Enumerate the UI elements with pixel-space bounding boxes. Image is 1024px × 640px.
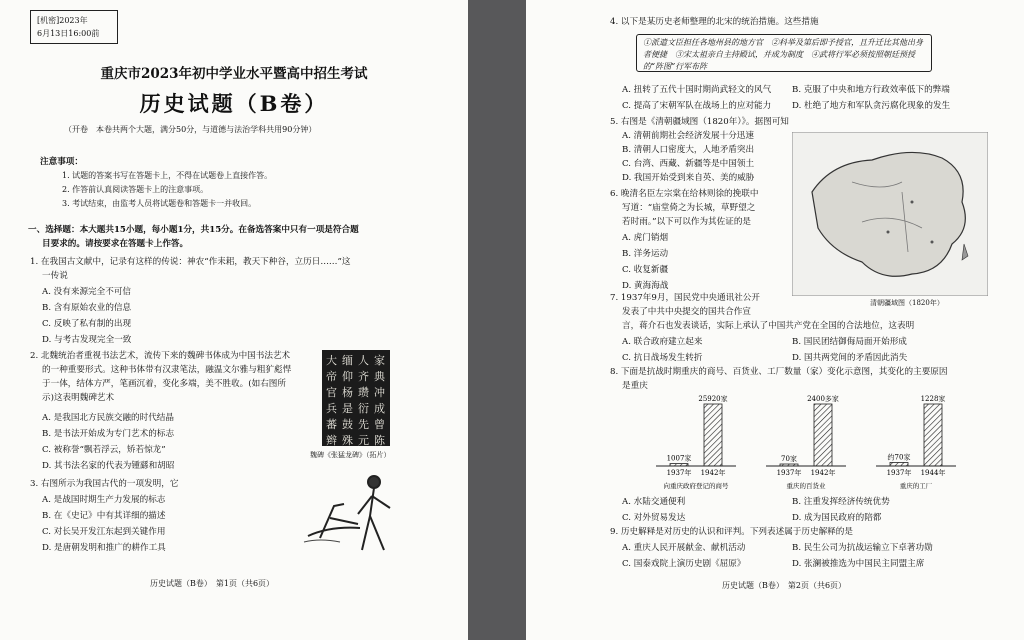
q4-measures-box: ①派遣文臣担任各地州县的地方官 ②科举及第后即予授官，且升迁比其他出身者便捷 ③宋太祖亲自主持殿试，并成为制度 ④武将行军必须按照朝廷预授的“阵图”行军布阵 xyxy=(636,34,932,72)
chart-bar xyxy=(780,464,798,466)
q6-stem: 若时雨。”以下可以作为其佐证的是 xyxy=(622,217,752,227)
stele-caption: 魏碑《张猛龙碑》（拓片） xyxy=(310,451,391,459)
confidential-box xyxy=(30,10,118,44)
q6-stem: 6. 晚清名臣左宗棠在给林则徐的挽联中 xyxy=(610,189,759,199)
exam-info: （开卷 本卷共两个大题，满分50分，与道德与法治学科共用90分钟） xyxy=(64,125,317,134)
q4-stem: 4. 以下是某历史老师整理的北宋的统治措施。这些措施 xyxy=(610,17,819,27)
q6-stem: 写道：“庙堂倚之为长城，草野望之 xyxy=(622,203,756,213)
subject-title: 历史试题（B卷） xyxy=(139,91,329,116)
q8-option-d: D. 成为国民政府的陪都 xyxy=(792,513,882,523)
svg-text:瓒: 瓒 xyxy=(358,386,369,399)
svg-text:成: 成 xyxy=(374,402,385,415)
q8-bar-charts xyxy=(646,392,976,496)
svg-text:仰: 仰 xyxy=(342,370,353,383)
q1-stem: 一传说 xyxy=(42,271,68,281)
bar-category-label: 1942年 xyxy=(810,469,836,477)
svg-text:是: 是 xyxy=(342,402,353,415)
bar-category-label: 1937年 xyxy=(886,469,912,477)
q5-stem: 5. 右图是《清朝疆域图（1820年）》。据图可知 xyxy=(610,117,789,127)
q1-option-b: B. 含有原始农业的信息 xyxy=(42,303,132,313)
q9-stem: 9. 历史解释是对历史的认识和评判。下列表述属于历史解释的是 xyxy=(610,527,853,537)
svg-text:家: 家 xyxy=(374,354,385,367)
bar-value-label: 2400多家 xyxy=(807,395,839,403)
bar-value-label: 1228家 xyxy=(920,395,946,403)
secret-line-1: [机密]2023年 xyxy=(37,16,88,25)
q2-option-b: B. 是书法开始成为专门艺术的标志 xyxy=(42,429,175,439)
q4-option-d: D. 杜绝了地方和军队贪污腐化现象的发生 xyxy=(792,101,951,111)
exam-page-1 xyxy=(0,0,468,640)
q4-option-b: B. 克服了中央和地方行政效率低下的弊端 xyxy=(792,85,950,95)
q2-option-d: D. 其书法名家的代表为锺繇和胡昭 xyxy=(42,461,175,471)
q2-stem: 示)这表明魏碑艺术 xyxy=(42,393,115,403)
svg-text:曾: 曾 xyxy=(374,418,385,431)
notes-title: 注意事项： xyxy=(40,157,83,167)
q5-option-d: D. 我国开始受到来自英、美的威胁 xyxy=(622,173,755,183)
exam-title: 重庆市2023年初中学业水平暨高中招生考试 xyxy=(100,66,368,82)
q8-stem: 是重庆 xyxy=(622,381,648,391)
svg-text:殊: 殊 xyxy=(342,434,353,446)
q1-option-a: A. 没有来源完全不可信 xyxy=(42,287,132,297)
q7-option-c: C. 抗日战场发生转折 xyxy=(622,353,703,363)
chart-bar xyxy=(924,404,942,466)
chart-bar xyxy=(890,462,908,466)
q4-option-a: A. 扭转了五代十国时期尚武轻文的风气 xyxy=(622,85,772,95)
svg-text:衍: 衍 xyxy=(358,402,369,415)
q3-option-d: D. 是唐朝发明和推广的耕作工具 xyxy=(42,543,166,553)
q9-option-b: B. 民生公司为抗战运输立下卓著功勋 xyxy=(792,543,933,553)
q2-option-a: A. 是我国北方民族交融的时代结晶 xyxy=(42,413,174,423)
q7-stem: 7. 1937年9月，国民党中央通讯社公开 xyxy=(610,293,760,303)
q7-option-b: B. 国民团结御侮局面开始形成 xyxy=(792,337,907,347)
chart-bar xyxy=(670,464,688,466)
chart-caption: 重庆的工厂 xyxy=(899,482,933,490)
q6-option-a: A. 虎门销烟 xyxy=(622,233,669,243)
svg-text:官: 官 xyxy=(326,386,337,399)
bar-value-label: 1007家 xyxy=(666,454,692,463)
q9-option-d: D. 张澜被推选为中国民主同盟主席 xyxy=(792,559,925,569)
svg-text:人: 人 xyxy=(358,354,369,367)
q6-option-b: B. 洋务运动 xyxy=(622,249,669,259)
q8-option-a: A. 水陆交通便利 xyxy=(622,497,686,507)
q2-stem: 的一种重要形式。这种书体带有汉隶笔法，融温文尔雅与粗犷彪悍 xyxy=(42,365,292,375)
q2-stem: 2. 北魏统治者重视书法艺术，流传下来的魏碑书体成为中国书法艺术 xyxy=(30,351,291,361)
q7-stem: 发表了中共中央提交的国共合作宣 xyxy=(622,307,751,317)
svg-text:大: 大 xyxy=(326,354,337,367)
bar-value-label: 约70家 xyxy=(887,453,911,462)
q9-option-a: A. 重庆人民开展献金、献机活动 xyxy=(622,543,746,553)
section-title-line: 一、选择题：本大题共15小题，每小题1分，共15分。在备选答案中只有一项是符合题 xyxy=(28,225,359,235)
page-gap xyxy=(468,0,526,640)
chart-bar xyxy=(704,404,722,466)
qing-territory-map xyxy=(792,132,988,296)
svg-text:鼓: 鼓 xyxy=(342,418,353,431)
page-footer: 历史试题（B卷） 第1页（共6页） xyxy=(150,579,275,588)
bar-value-label: 25920家 xyxy=(698,395,728,403)
q2-option-c: C. 被称誉“飘若浮云，矫若惊龙” xyxy=(42,445,166,455)
q9-option-c: C. 国泰戏院上演历史剧《屈原》 xyxy=(622,559,746,569)
q2-stem: 于一体，结体方严，笔画沉着，变化多端，美不胜收。(如右图所 xyxy=(42,379,286,389)
bar-category-label: 1942年 xyxy=(700,469,726,477)
q7-option-a: A. 联合政府建立起来 xyxy=(622,337,703,347)
q1-option-d: D. 与考古发现完全一致 xyxy=(42,335,132,345)
q6-option-d: D. 黄海海战 xyxy=(622,281,669,291)
stele-rubbing-image xyxy=(322,350,390,446)
q5-option-a: A. 清朝前期社会经济发展十分迅速 xyxy=(622,131,754,141)
chart-caption: 重庆的百货业 xyxy=(786,482,826,490)
svg-text:蕃: 蕃 xyxy=(326,418,337,431)
note-item: 2. 作答前认真阅读答题卡上的注意事项。 xyxy=(62,185,209,194)
svg-text:帝: 帝 xyxy=(326,370,337,383)
chart-bar xyxy=(814,404,832,466)
bar-category-label: 1937年 xyxy=(666,469,692,477)
q4-option-c: C. 提高了宋朝军队在战场上的应对能力 xyxy=(622,101,772,111)
note-item: 1. 试题的答案书写在答题卡上，不得在试题卷上直接作答。 xyxy=(62,171,273,180)
bar-value-label: 70家 xyxy=(781,455,797,463)
svg-text:缅: 缅 xyxy=(342,354,353,367)
q3-option-a: A. 是战国时期生产力发展的标志 xyxy=(42,495,166,505)
svg-text:先: 先 xyxy=(358,418,369,431)
q8-option-c: C. 对外贸易发达 xyxy=(622,513,686,523)
bar-category-label: 1944年 xyxy=(920,469,946,477)
q3-stem: 3. 右图所示为我国古代的一项发明，它 xyxy=(30,479,179,489)
svg-text:齐: 齐 xyxy=(358,370,369,383)
q7-option-d: D. 国共两党间的矛盾因此消失 xyxy=(792,353,908,363)
q1-option-c: C. 反映了私有制的出现 xyxy=(42,319,132,329)
svg-text:陈: 陈 xyxy=(374,434,385,446)
q7-stem: 言，蒋介石也发表谈话，实际上承认了中国共产党在全国的合法地位，这表明 xyxy=(622,321,915,331)
page-footer: 历史试题（B卷） 第2页（共6页） xyxy=(722,581,847,590)
section-title-line: 目要求的。请按要求在答题卡上作答。 xyxy=(42,239,189,249)
map-caption: 清朝疆域图（1820年） xyxy=(870,299,944,307)
q6-option-c: C. 收复新疆 xyxy=(622,265,669,275)
note-item: 3. 考试结束，由监考人员将试题卷和答题卡一并收回。 xyxy=(62,199,257,208)
q5-option-b: B. 清朝人口密度大，人地矛盾突出 xyxy=(622,145,755,155)
q5-option-c: C. 台湾、西藏、新疆等是中国领土 xyxy=(622,159,755,169)
q3-option-b: B. 在《史记》中有其详细的描述 xyxy=(42,511,166,521)
svg-text:典: 典 xyxy=(374,370,385,383)
chart-caption: 向重庆政府登记的商号 xyxy=(663,482,729,490)
exam-page-2 xyxy=(526,0,1024,640)
svg-text:元: 元 xyxy=(358,434,369,446)
q8-option-b: B. 注重发挥经济传统优势 xyxy=(792,497,890,507)
svg-text:辫: 辫 xyxy=(326,434,337,446)
plow-illustration xyxy=(300,466,410,556)
secret-line-2: 6月13日16:00前 xyxy=(37,29,100,38)
q1-stem: 1. 在我国古文献中，记录有这样的传说：神农“作耒耜，教天下种谷，立历日……”这 xyxy=(30,257,351,267)
svg-text:冲: 冲 xyxy=(374,386,385,399)
svg-text:兵: 兵 xyxy=(326,402,337,415)
bar-category-label: 1937年 xyxy=(776,469,802,477)
q3-option-c: C. 对长吴开发江东起到关键作用 xyxy=(42,527,166,537)
q8-stem: 8. 下面是抗战时期重庆的商号、百货业、工厂数量（家）变化示意图，其变化的主要原因 xyxy=(610,367,948,377)
svg-text:杨: 杨 xyxy=(342,386,353,399)
